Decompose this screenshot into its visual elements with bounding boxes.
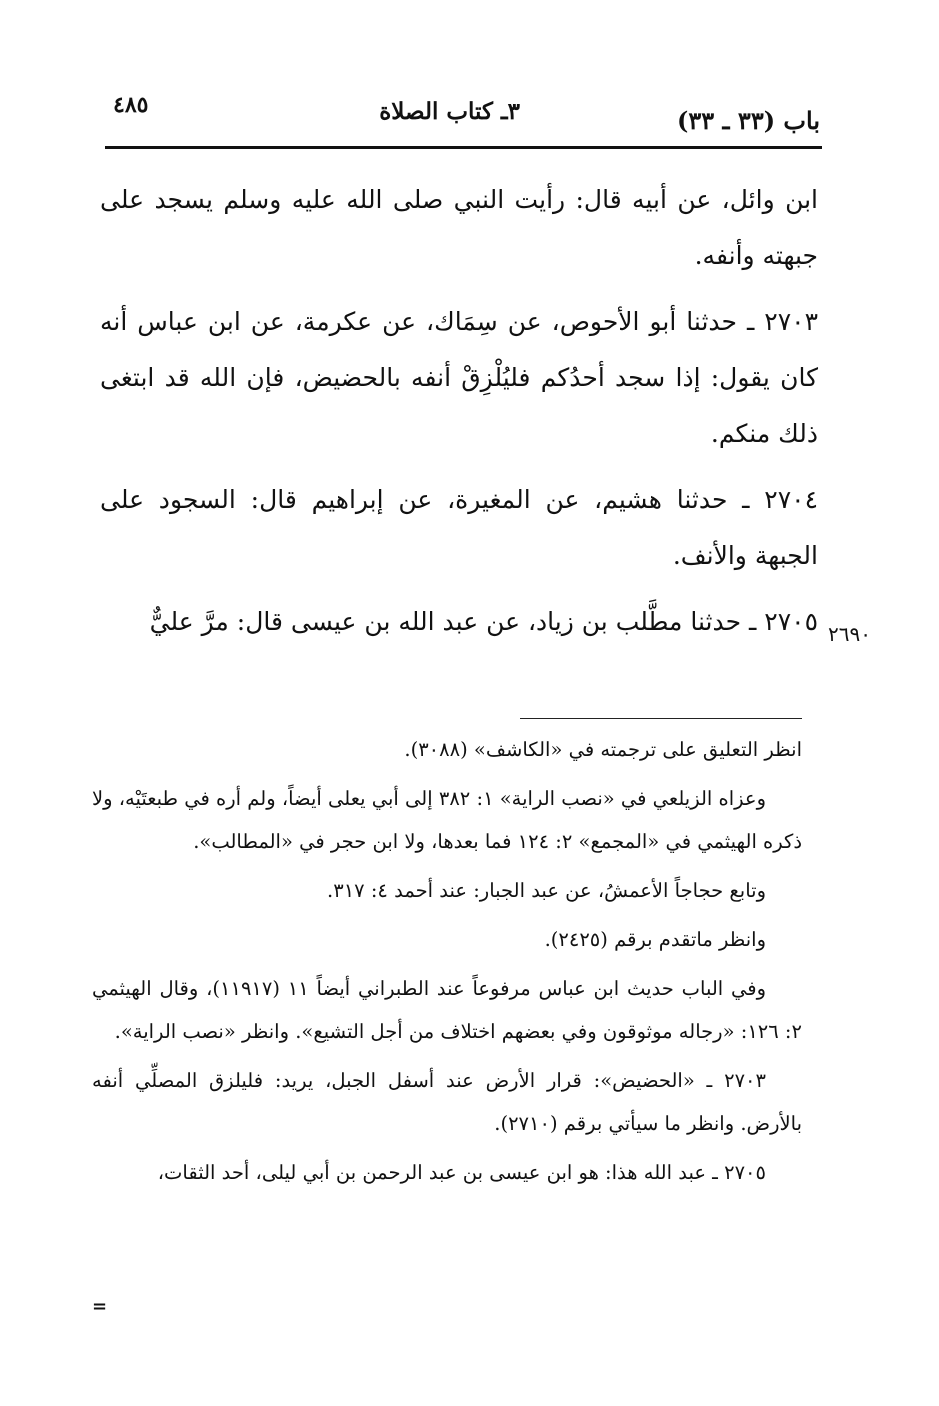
continuation-mark: = [92, 1296, 108, 1317]
footnotes [92, 728, 802, 1200]
hadith-paragraph: ٢٧٠٣ ـ حدثنا أبو الأحوص، عن سِمَاك، عن عكرمة، عن ابن عباس أنه كان يقول: إذا سجد أحدُكم فليُلْزِقْ أنفه بالحضيض، فإن الله قد ابتغى ذلك منكم. [100, 307, 818, 448]
footnote-rule [520, 718, 802, 719]
footnote: ٢٧٠٥ ـ عبد الله هذا: هو ابن عيسى بن عبد الرحمن بن أبي ليلى، أحد الثقات، [157, 1161, 766, 1184]
footnote: انظر التعليق على ترجمته في «الكاشف» (٣٠٨٨). [404, 738, 802, 761]
hadith-paragraph: ابن وائل، عن أبيه قال: رأيت النبي صلى الله عليه وسلم يسجد على جبهته وأنفه. [100, 185, 818, 270]
footnote: وانظر ماتقدم برقم (٢٤٢٥). [544, 928, 766, 951]
footnote: وتابع حجاجاً الأعمشُ، عن عبد الجبار: عند أحمد ٤: ٣١٧. [327, 879, 766, 902]
page-number: ٤٨٥ [113, 92, 149, 118]
footnote: ٢٧٠٣ ـ «الحضيض»: قرار الأرض عند أسفل الجبل، يريد: فليلزق المصلِّي أنفه بالأرض. وانظر ما سيأتي برقم (٢٧١٠). [92, 1069, 802, 1135]
chapter-heading: باب (٣٣ ـ ٣٣) [677, 106, 820, 135]
footnote: وعزاه الزيلعي في «نصب الراية» ١: ٣٨٢ إلى أبي يعلى أيضاً، ولم أره في طبعتَيْه، ولا ذكره الهيثمي في «المجمع» ٢: ١٢٤ فما بعدها، ولا ابن حجر في «المطالب». [92, 787, 802, 853]
main-text [100, 172, 818, 650]
hadith-paragraph: ٢٧٠٥ ـ حدثنا مطَّلب بن زياد، عن عبد الله بن عيسى قال: مرَّ عليٌّ [149, 607, 818, 636]
margin-hadith-number: ٢٦٩٠ [828, 622, 871, 646]
header-rule [105, 146, 822, 149]
book-heading: ٣ـ كتاب الصلاة [379, 98, 520, 125]
hadith-paragraph: ٢٧٠٤ ـ حدثنا هشيم، عن المغيرة، عن إبراهيم قال: السجود على الجبهة والأنف. [100, 485, 818, 570]
running-header [105, 92, 820, 144]
footnote: وفي الباب حديث ابن عباس مرفوعاً عند الطبراني أيضاً ١١ (١١٩١٧)، وقال الهيثمي ٢: ١٢٦: «رجاله موثوقون وفي بعضهم اختلاف من أجل التشيع». وانظر «نصب الراية». [92, 977, 802, 1043]
